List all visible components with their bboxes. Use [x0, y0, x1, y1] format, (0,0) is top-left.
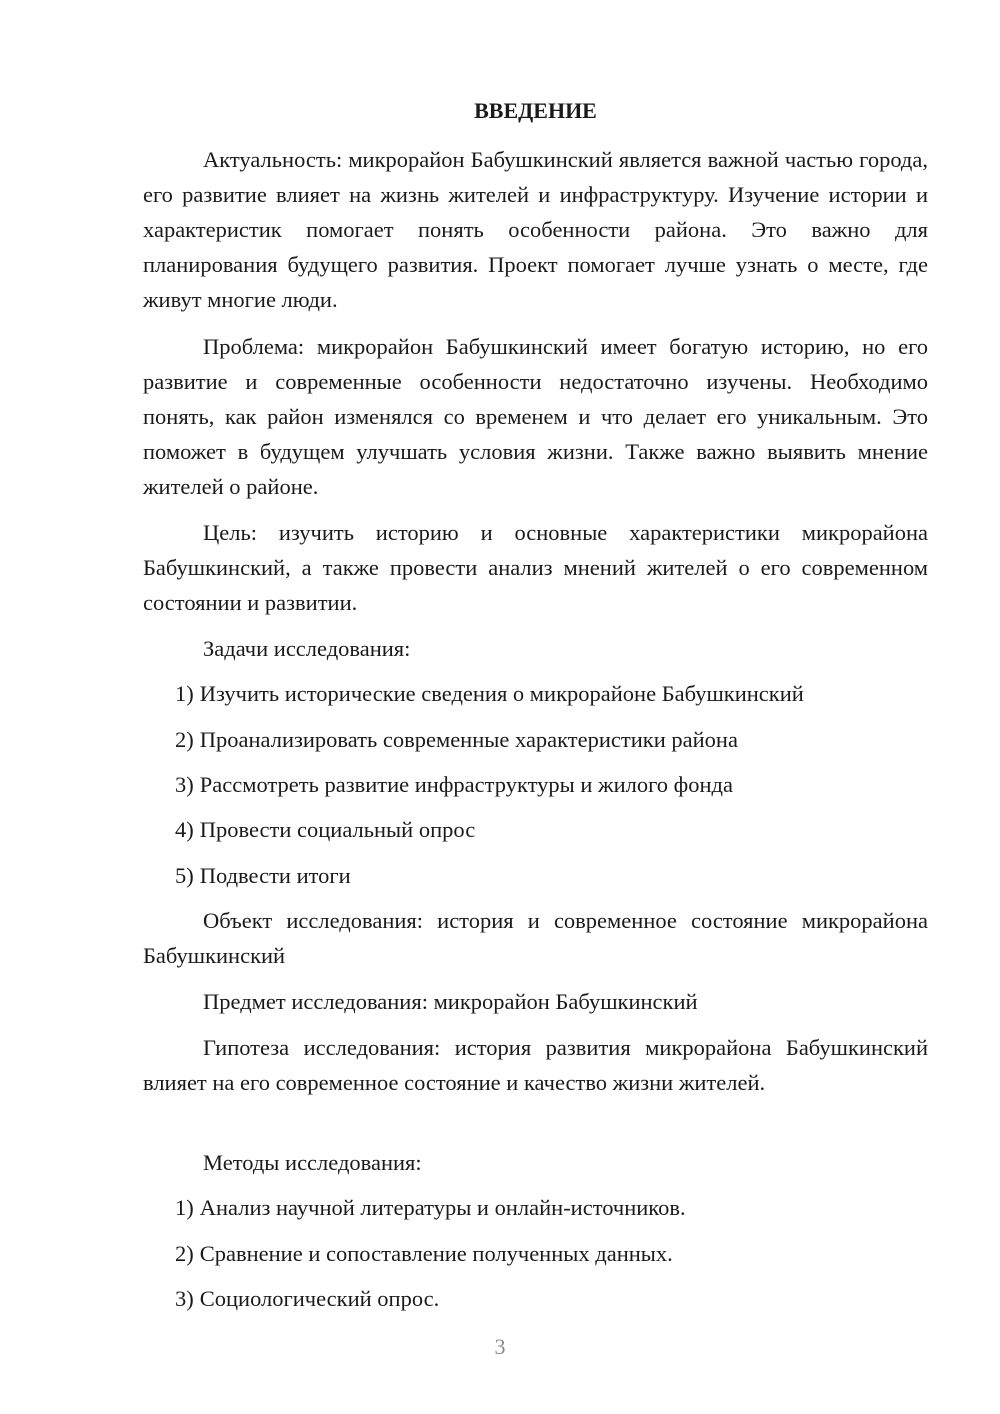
task-text: Проанализировать современные характеристики района — [199, 727, 738, 752]
task-item — [175, 767, 928, 802]
task-item — [175, 858, 928, 893]
task-number: 5) — [175, 863, 194, 888]
hypothesis-paragraph: Гипотеза исследования: история развития микрорайона Бабушкинский влияет на его современное состояние и качество жизни жителей. — [143, 1035, 928, 1095]
task-text: Провести социальный опрос — [199, 817, 476, 842]
subject-paragraph: Предмет исследования: микрорайон Бабушкинский — [203, 989, 698, 1014]
task-number: 1) — [175, 681, 194, 706]
method-item — [175, 1281, 928, 1316]
task-number: 4) — [175, 817, 194, 842]
task-number: 2) — [175, 727, 194, 752]
page-number: 3 — [494, 1334, 506, 1359]
task-item — [175, 812, 928, 847]
object-paragraph: Объект исследования: история и современное состояние микрорайона Бабушкинский — [143, 908, 928, 968]
method-number: 3) — [175, 1286, 194, 1311]
method-text: Анализ научной литературы и онлайн-источников. — [199, 1195, 686, 1220]
method-item — [175, 1190, 928, 1225]
methods-heading: Методы исследования: — [203, 1150, 422, 1175]
task-text: Рассмотреть развитие инфраструктуры и жилого фонда — [199, 772, 733, 797]
problem-paragraph: Проблема: микрорайон Бабушкинский имеет богатую историю, но его развитие и современные особенности недостаточно изучены. Необходимо понять, как район изменялся со временем и что делает его уникальным. Это поможет в будущем улучшать условия жизни. Также важно выявить мнение жителей о районе. — [143, 334, 928, 499]
task-text: Подвести итоги — [199, 863, 351, 888]
relevance-paragraph: Актуальность: микрорайон Бабушкинский является важной частью города, его развитие влияет на жизнь жителей и инфраструктуру. Изучение истории и характеристик помогает понять особенности района. Это важно для планирования будущего развития. Проект помогает лучше узнать о месте, где живут многие люди. — [143, 147, 928, 312]
tasks-heading: Задачи исследования: — [203, 636, 411, 661]
method-text: Социологический опрос. — [199, 1286, 440, 1311]
method-number: 2) — [175, 1241, 194, 1266]
method-item — [175, 1236, 928, 1271]
task-item — [175, 722, 928, 757]
task-text: Изучить исторические сведения о микрорайоне Бабушкинский — [199, 681, 804, 706]
task-number: 3) — [175, 772, 194, 797]
task-item — [175, 676, 928, 711]
page-title: ВВЕДЕНИЕ — [474, 98, 597, 123]
method-number: 1) — [175, 1195, 194, 1220]
method-text: Сравнение и сопоставление полученных данных. — [199, 1241, 673, 1266]
goal-paragraph: Цель: изучить историю и основные характеристики микрорайона Бабушкинский, а также провести анализ мнений жителей о его современном состоянии и развитии. — [143, 520, 928, 615]
